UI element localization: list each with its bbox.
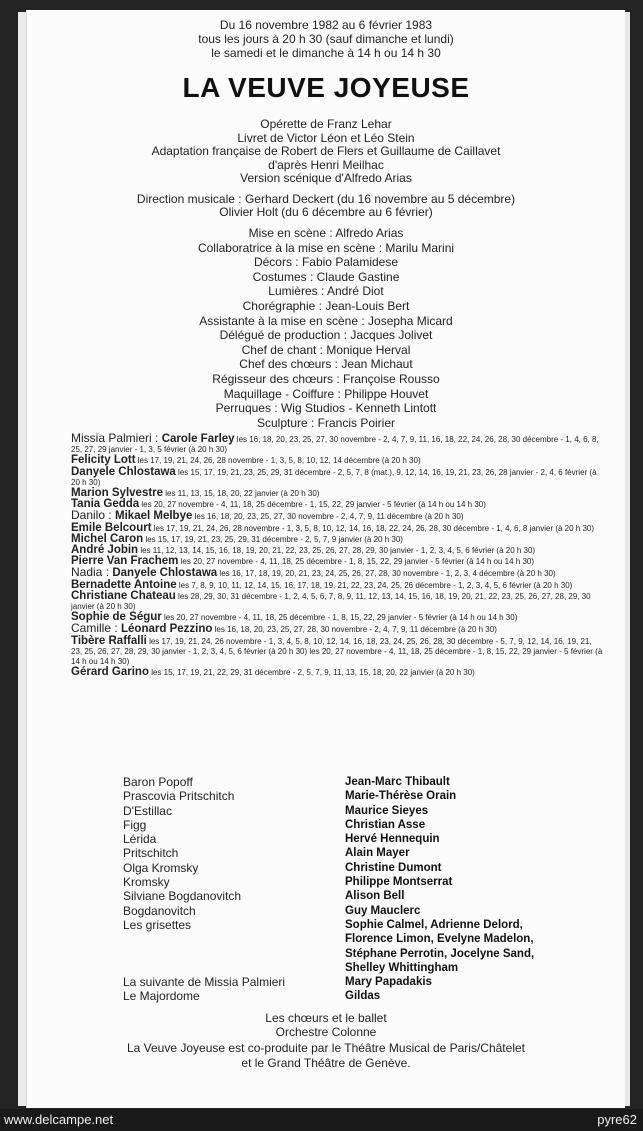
distribution-entry [71, 623, 603, 635]
performance-dates-text: les 11, 12, 13, 14, 15, 16, 18, 19, 20, 21, 22, 23, 25, 26, 27, 28, 29, 30 janvier - 1, 2, 3, 4, 5, 6 février (à 20 h 30) [138, 546, 536, 556]
performer-name: Bernadette Antoine [71, 578, 177, 591]
distribution-entry [71, 534, 603, 545]
performance-dates-text: les 16, 18, 20, 23, 25, 27, 30 novembre - 2, 4, 7, 9, 11 décembre (à 20 h 30) [192, 512, 464, 522]
actor-name: Mary Papadakis [345, 976, 432, 989]
distribution-entry [71, 636, 603, 668]
credit-line: Opérette de Franz Lehar [260, 117, 392, 131]
chorus-line: Les chœurs et le ballet [265, 1011, 387, 1025]
credit-line: Version scénique d'Alfredo Arias [240, 171, 412, 185]
distribution-entry [71, 667, 603, 678]
staff-line: Collaboratrice à la mise en scène : Marilu Marini [197, 240, 455, 255]
performer-name: André Jobin [71, 544, 139, 557]
staff-line: Chef des chœurs : Jean Michaut [239, 357, 413, 372]
staff-line: Sculpture : Francis Poirier [256, 415, 396, 430]
distribution-entry [71, 523, 603, 534]
coproduction-line: et le Grand Théâtre de Genève. [241, 1055, 411, 1070]
role-label: Danilo : [71, 508, 116, 523]
performer-name: Michel Caron [71, 532, 144, 545]
performer-name: Sophie de Ségur [71, 611, 162, 624]
performer-name: Mikael Melbye [115, 510, 193, 523]
staff-line: Décors : Fabio Palamidese [253, 255, 399, 270]
page-title: LA VEUVE JOYEUSE [182, 72, 470, 103]
distribution-entry [71, 467, 603, 488]
actor-name: Alison Bell [345, 890, 405, 903]
role-label: Camille : [71, 621, 122, 636]
performer-name: Pierre Van Frachem [71, 555, 179, 568]
role-name: Prascovia Pritschitch [123, 789, 235, 804]
staff-line: Mise en scène : Alfredo Arias [248, 226, 404, 240]
performance-dates-text: les 15, 17, 19, 21, 23, 25, 29, 31 décembre - 2, 5, 7, 9 janvier (à 20 h 30) [143, 534, 403, 544]
role-name: Bogdanovitch [123, 903, 196, 918]
actor-name: Christine Dumont [345, 861, 442, 874]
performer-name: Marion Sylvestre [71, 487, 164, 500]
actor-name: Maurice Sieyes [345, 804, 429, 817]
watermark-left: www.delcampe.net [4, 1112, 114, 1127]
actor-name: Hervé Hennequin [345, 833, 440, 846]
performer-name: Tibère Raffalli [71, 634, 147, 647]
distribution-list [71, 433, 603, 678]
actor-name: Marie-Thérèse Orain [345, 790, 457, 803]
credit-line: d'après Henri Meilhac [268, 157, 384, 172]
actor-name: Jean-Marc Thibault [345, 776, 450, 788]
actor-name: Philippe Montserrat [345, 876, 453, 889]
staff-block [27, 226, 625, 430]
performance-dates-text: les 17, 19, 21, 24, 26 novembre - 1, 3, 4, 5, 8, 10, 12, 14, 16, 18, 23, 24, 25, 26, 28, 30 décembre - 5, 7, 9, 12, 14, 16, 19, 21, 23, 25, 26, 27, 28, 29, 30 janvier - 1, 2, 3, 4, 5, 6 février (à 20 h 30) les 20, 27 novembre - 4, 11, 18, 25 décembre - 1, 8, 15, 22, 29 janvier - 5 février (à 14 h ou 14 h 30) [71, 636, 603, 667]
actor-name: Stéphane Perrotin, Jocelyne Sand, [345, 947, 535, 960]
performance-dates-text: les 7, 8, 9, 10, 11, 12, 14, 15, 16, 17, 18, 19, 21, 22, 23, 24, 25, 26 décembre - 1, 2, 3, 4, 5, 6 février (à 20 h 30) [176, 580, 573, 590]
coproduction-line: La Veuve Joyeuse est co-produite par le Théâtre Musical de Paris/Châtelet [126, 1041, 525, 1055]
role-name: Baron Popoff [123, 775, 193, 789]
performance-dates-text: les 11, 13, 15, 18, 20, 22 janvier (à 20 h 30) [163, 489, 320, 499]
role-label: Missia Palmieri : [71, 431, 162, 445]
orchestra-line: Orchestre Colonne [275, 1025, 377, 1039]
performance-dates-text: les 16, 18, 20, 23, 25, 27, 30 novembre - 2, 4, 7, 9, 11, 16, 18, 22, 24, 26, 28, 30 décembre - 1, 4, 6, 8, 25, 27, 29 janvier - 1, 3, 5 février (à 20 h 30) [71, 435, 599, 455]
actor-name: Sophie Calmel, Adrienne Delord, [345, 918, 523, 931]
ensemble-block [27, 1011, 625, 1039]
role-name: Silviane Bogdanovitch [123, 889, 242, 904]
role-name: Olga Kromsky [123, 860, 199, 875]
actor-name: Christian Asse [345, 818, 426, 831]
actor-name: Guy Mauclerc [345, 904, 421, 917]
staff-line: Costumes : Claude Gastine [252, 269, 400, 284]
program-sheet [26, 10, 625, 1108]
role-name: Les grisettes [123, 917, 192, 932]
staff-line: Régisseur des chœurs : Françoise Rousso [212, 371, 440, 386]
performance-dates-text: les 15, 17, 19, 21, 23, 25, 29, 31 décembre - 2, 5, 7, 8 (mat.), 9, 12, 14, 16, 19, 21, 23, 26, 28 janvier - 2, 4, 6 février (à 20 h 30) [71, 467, 597, 487]
coproduction-note [27, 1041, 625, 1070]
role-label: Nadia : [71, 565, 113, 580]
performance-dates-text: les 20, 27 novembre - 4, 11, 18, 25 décembre - 1, 8, 15, 22, 29 janvier - 5 février (à 14 h ou 14 h 30) [161, 613, 518, 623]
staff-line: Maquillage - Coiffure : Philippe Houvet [223, 386, 429, 401]
performance-dates-text: les 16, 17, 18, 19, 20, 21, 23, 24, 25, 26, 27, 28, 30 novembre - 1, 2, 3, 4 décembre (à 20 h 30) [217, 569, 556, 579]
performer-name: Emile Belcourt [71, 521, 152, 534]
performer-name: Gérard Garino [71, 666, 149, 679]
direction-line: Olivier Holt (du 6 décembre au 6 février) [219, 205, 433, 219]
distribution-entry [71, 612, 603, 623]
staff-line: Lumières : André Diot [268, 284, 384, 299]
role-name: Lérida [123, 832, 157, 847]
staff-line: Chef de chant : Monique Herval [241, 342, 411, 357]
distribution-entry [71, 556, 603, 567]
actor-name: Alain Mayer [345, 847, 410, 860]
performance-dates-text: les 20, 27 novembre - 4, 11, 18, 25 décembre - 1, 15, 22, 29 janvier - 5 février (à 14 h ou 14 h 30) [139, 500, 486, 510]
performance-dates-text: les 15, 17, 19, 21, 22, 29, 31 décembre - 2, 5, 7, 9, 11, 13, 15, 18, 20, 22 janvier (à 20 h 30) [148, 668, 475, 678]
staff-line: Assistante à la mise en scène : Josepha Micard [199, 313, 453, 328]
staff-line: Délégué de production : Jacques Jolivet [219, 328, 433, 343]
performer-name: Christiane Chateau [71, 589, 176, 602]
watermark-right: pyre62 [597, 1112, 637, 1127]
performer-name: Léonard Pezzino [121, 623, 213, 636]
performance-dates-text: les 17, 19, 21, 24, 26, 28 novembre - 1, 3, 5, 8, 10, 12, 14 décembre (à 20 h 30) [135, 456, 421, 466]
staff-line: Chorégraphie : Jean-Louis Bert [242, 298, 410, 313]
dates-line: Du 16 novembre 1982 au 6 février 1983 [219, 18, 433, 32]
role-name: D'Estillac [123, 803, 172, 818]
role-name: Kromsky [123, 875, 170, 890]
performer-name: Danyele Chlostawa [71, 465, 176, 478]
direction-line: Direction musicale : Gerhard Deckert (du 16 novembre au 5 décembre) [136, 191, 516, 206]
performer-name: Tania Gedda [71, 498, 140, 511]
performance-dates-text: les 16, 18, 20, 23, 25, 27, 28, 30 novembre - 2, 4, 7, 9, 11 décembre (à 20 h 30) [212, 625, 497, 635]
actor-name: Gildas [345, 990, 381, 1003]
schedule-line: tous les jours à 20 h 30 (sauf dimanche et lundi) [198, 32, 454, 46]
performance-dates-text: les 20, 27 novembre - 4, 11, 18, 25 décembre - 1, 8, 15, 22, 29 janvier - 5 février (à 14 h ou 14 h 30) [178, 557, 535, 567]
role-name: Figg [123, 817, 147, 832]
performer-name: Felicity Lott [71, 454, 136, 467]
distribution-entry [71, 488, 603, 499]
weekend-line: le samedi et le dimanche à 14 h ou 14 h 30 [211, 46, 441, 60]
actor-name: Shelley Whittingham [345, 961, 459, 974]
credit-line: Livret de Victor Léon et Léo Stein [237, 130, 415, 145]
cast-roles [123, 775, 343, 1004]
performance-dates-text: les 17, 19, 21, 24, 26, 28 novembre - 1, 3, 5, 8, 10, 12, 14, 16, 18, 22, 24, 26, 28, 30 décembre - 1, 4, 6, 8 janvier (à 20 h 30) [151, 523, 595, 533]
performance-dates-text: les 28, 29, 30, 31 décembre - 1, 2, 4, 5, 6, 7, 8, 9, 11, 12, 13, 14, 15, 16, 18, 19, 20, 21, 22, 23, 25, 26, 27, 28, 29, 30 janvier (à 20 h 30) [71, 591, 591, 612]
cast-actors [345, 775, 605, 1004]
role-name: Le Majordome [123, 989, 200, 1004]
role-name: La suivante de Missia Palmieri [123, 975, 286, 990]
distribution-entry [71, 433, 603, 455]
performance-dates [27, 18, 625, 60]
role-name: Pritschitch [123, 846, 179, 861]
staff-line: Perruques : Wig Studios - Kenneth Lintott [215, 401, 437, 416]
credits-block [27, 118, 625, 220]
performer-name: Carole Farley [161, 433, 235, 445]
performer-name: Danyele Chlostawa [112, 567, 218, 580]
credit-line: Adaptation française de Robert de Flers et Guillaume de Caillavet [151, 144, 501, 158]
distribution-entry [71, 591, 603, 612]
watermark-bar [0, 1109, 643, 1131]
distribution-entry [71, 499, 603, 510]
actor-name: Florence Limon, Evelyne Madelon, [345, 933, 534, 946]
